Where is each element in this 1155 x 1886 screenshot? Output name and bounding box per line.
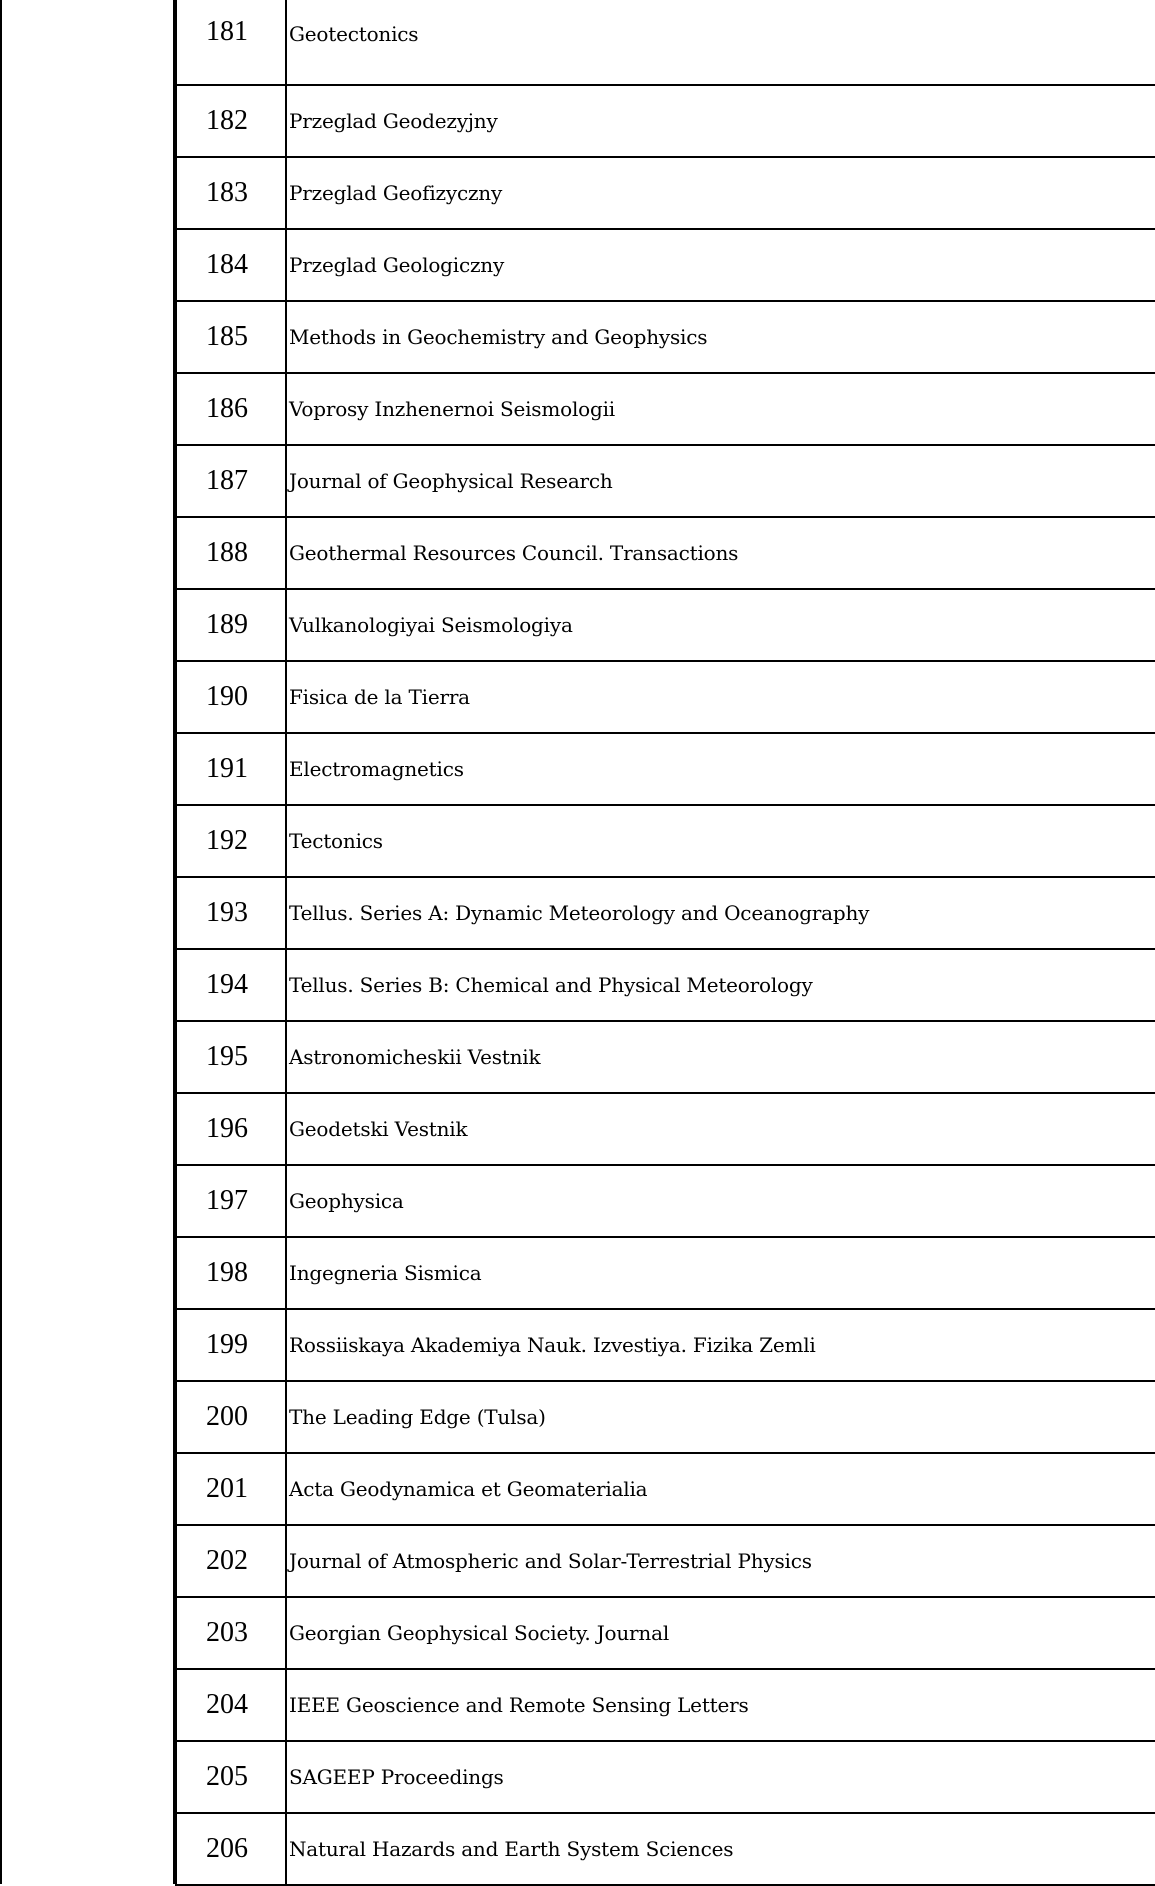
- table-row: [176, 661, 1155, 733]
- journal-title: Geotectonics: [286, 0, 1155, 85]
- journal-number: 205: [176, 1741, 286, 1813]
- journal-number: 196: [176, 1093, 286, 1165]
- table-row: [176, 1309, 1155, 1381]
- journal-title: Geophysica: [286, 1165, 1155, 1237]
- table-row: [176, 1093, 1155, 1165]
- table-row: [176, 805, 1155, 877]
- journal-title: Vulkanologiyai Seismologiya: [286, 589, 1155, 661]
- journal-number: 192: [176, 805, 286, 877]
- journal-title: Fisica de la Tierra: [286, 661, 1155, 733]
- journal-table-body: [176, 0, 1155, 1885]
- journal-number: 181: [176, 0, 286, 85]
- journal-title: Methods in Geochemistry and Geophysics: [286, 301, 1155, 373]
- table-row: [176, 949, 1155, 1021]
- journal-title: Tectonics: [286, 805, 1155, 877]
- journal-title: Astronomicheskii Vestnik: [286, 1021, 1155, 1093]
- journal-number: 204: [176, 1669, 286, 1741]
- table-row: [176, 1237, 1155, 1309]
- journal-title: Geothermal Resources Council. Transactions: [286, 517, 1155, 589]
- journal-number: 202: [176, 1525, 286, 1597]
- journal-title: Ingegneria Sismica: [286, 1237, 1155, 1309]
- table-row: [176, 1813, 1155, 1885]
- table-row: [176, 1597, 1155, 1669]
- journal-number: 182: [176, 85, 286, 157]
- table-row: [176, 229, 1155, 301]
- journal-title: Przeglad Geodezyjny: [286, 85, 1155, 157]
- journal-number: 183: [176, 157, 286, 229]
- table-row: [176, 85, 1155, 157]
- table-row: [176, 589, 1155, 661]
- journal-title: Geodetski Vestnik: [286, 1093, 1155, 1165]
- table-row: [176, 157, 1155, 229]
- journal-title: Natural Hazards and Earth System Sciences: [286, 1813, 1155, 1885]
- journal-number: 200: [176, 1381, 286, 1453]
- journal-title: IEEE Geoscience and Remote Sensing Letters: [286, 1669, 1155, 1741]
- journal-number: 191: [176, 733, 286, 805]
- journal-number: 194: [176, 949, 286, 1021]
- journal-title: Przeglad Geofizyczny: [286, 157, 1155, 229]
- journal-number: 195: [176, 1021, 286, 1093]
- journal-number: 186: [176, 373, 286, 445]
- journal-number: 198: [176, 1237, 286, 1309]
- journal-title: Journal of Geophysical Research: [286, 445, 1155, 517]
- journal-title: Journal of Atmospheric and Solar-Terrestrial Physics: [286, 1525, 1155, 1597]
- table-row: [176, 301, 1155, 373]
- journal-title: Przeglad Geologiczny: [286, 229, 1155, 301]
- journal-title: Tellus. Series B: Chemical and Physical Meteorology: [286, 949, 1155, 1021]
- journal-number: 184: [176, 229, 286, 301]
- journal-number: 188: [176, 517, 286, 589]
- journal-number: 197: [176, 1165, 286, 1237]
- table-row: [176, 1453, 1155, 1525]
- journal-table: [175, 0, 1155, 1886]
- journal-number: 185: [176, 301, 286, 373]
- table-row: [176, 373, 1155, 445]
- table-row: [176, 1741, 1155, 1813]
- journal-number: 206: [176, 1813, 286, 1885]
- journal-title: Voprosy Inzhenernoi Seismologii: [286, 373, 1155, 445]
- journal-number: 190: [176, 661, 286, 733]
- table-row: [176, 1669, 1155, 1741]
- table-row: [176, 445, 1155, 517]
- table-row: [176, 517, 1155, 589]
- table-row: [176, 0, 1155, 85]
- journal-title: Rossiiskaya Akademiya Nauk. Izvestiya. Fizika Zemli: [286, 1309, 1155, 1381]
- table-row: [176, 877, 1155, 949]
- journal-title: Georgian Geophysical Society. Journal: [286, 1597, 1155, 1669]
- journal-title: SAGEEP Proceedings: [286, 1741, 1155, 1813]
- journal-number: 199: [176, 1309, 286, 1381]
- table-row: [176, 1381, 1155, 1453]
- journal-title: Tellus. Series A: Dynamic Meteorology and Oceanography: [286, 877, 1155, 949]
- journal-title: Acta Geodynamica et Geomaterialia: [286, 1453, 1155, 1525]
- journal-number: 201: [176, 1453, 286, 1525]
- table-row: [176, 1165, 1155, 1237]
- journal-title: The Leading Edge (Tulsa): [286, 1381, 1155, 1453]
- journal-number: 193: [176, 877, 286, 949]
- table-row: [176, 733, 1155, 805]
- journal-number: 189: [176, 589, 286, 661]
- journal-title: Electromagnetics: [286, 733, 1155, 805]
- left-blank-column: [2, 0, 175, 1884]
- journal-number: 187: [176, 445, 286, 517]
- table-row: [176, 1021, 1155, 1093]
- table-row: [176, 1525, 1155, 1597]
- journal-number: 203: [176, 1597, 286, 1669]
